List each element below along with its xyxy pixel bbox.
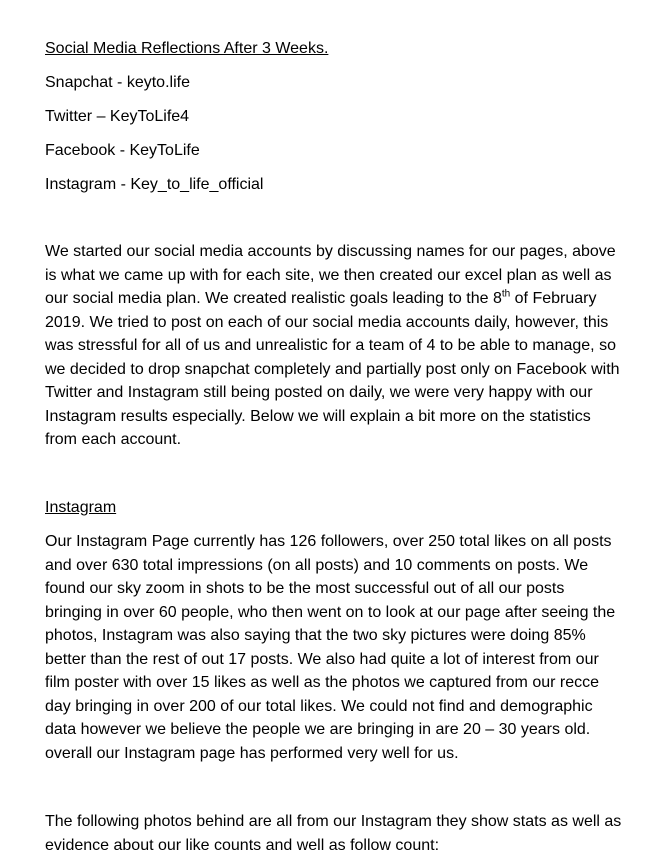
intro-paragraph: [45, 240, 625, 452]
intro-text-part2: of February 2019. We tried to post on each of our social media accounts daily, however, this was stressful for all of us and unrealistic for a team of 4 to be able to manage, so we decided to drop snapchat completely and partially post only on Facebook with Twitter and Instagram still being posted on daily, we were very happy with our Instagram results especially. Below we will explain a bit more on the statistics from each account.: [45, 290, 620, 448]
intro-superscript: th: [501, 288, 511, 300]
account-facebook: Facebook - KeyToLife: [45, 142, 200, 159]
instagram-paragraph: Our Instagram Page currently has 126 followers, over 250 total likes on all posts and over 630 total impressions (on all posts) and 10 comments on posts. We found our sky zoom in shots to be the most successful out of all our posts bringing in over 60 people, who then went on to look at our page after seeing the photos, Instagram was also saying that the two sky pictures were doing 85% better than the rest of out 17 posts. We also had quite a lot of interest from our film poster with over 15 likes as well as the photos we captured from our recce day bringing in over 200 of our total likes. We could not find and demographic data however we believe the people we are bringing in are 20 – 30 years old. overall our Instagram page has performed very well for us.: [45, 533, 616, 762]
account-twitter: Twitter – KeyToLife4: [45, 108, 190, 125]
instagram-heading: Instagram: [45, 499, 117, 516]
closing-paragraph: The following photos behind are all from our Instagram they show stats as well as evidence about our like counts and well as follow count:: [45, 813, 622, 854]
document-title: Social Media Reflections After 3 Weeks.: [45, 40, 329, 57]
intro-text-part1: We started our social media accounts by discussing names for our pages, above is what we came up with for each site, we then created our excel plan as well as our social media plan. We created realistic goals leading to the 8: [45, 243, 616, 307]
account-instagram: Instagram - Key_to_life_official: [45, 176, 264, 193]
account-snapchat: Snapchat - keyto.life: [45, 74, 190, 91]
